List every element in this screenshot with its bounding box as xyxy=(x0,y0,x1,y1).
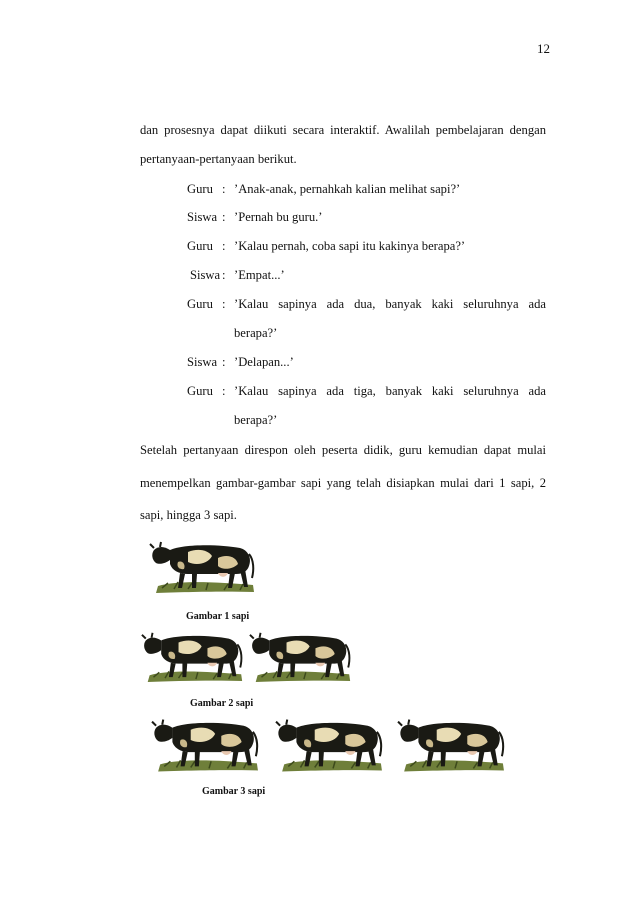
intro-line-1: dan prosesnya dapat diikuti secara interaktif. Awalilah pembelajaran dengan xyxy=(140,123,546,137)
figure-caption: Gambar 1 sapi xyxy=(186,611,250,622)
dialogue-speaker: Siswa xyxy=(187,210,218,224)
dialogue-colon: : xyxy=(222,384,226,398)
figure-caption: Gambar 2 sapi xyxy=(190,698,254,709)
dialogue-speaker: Guru xyxy=(187,297,213,311)
dialogue-colon: : xyxy=(222,355,226,369)
cow-image xyxy=(248,627,354,683)
figure-caption: Gambar 3 sapi xyxy=(202,786,266,797)
dialogue-text: ’Kalau pernah, coba sapi itu kakinya berapa?’ xyxy=(234,239,466,253)
closing-line-3: sapi, hingga 3 sapi. xyxy=(140,508,237,522)
dialogue-colon: : xyxy=(222,268,226,282)
dialogue-speaker: Siswa xyxy=(187,355,218,369)
dialogue-colon: : xyxy=(222,239,226,253)
page-number: 12 xyxy=(537,41,550,56)
closing-line-2: menempelkan gambar-gambar sapi yang telah disiapkan mulai dari 1 sapi, 2 xyxy=(140,476,546,490)
closing-line-1: Setelah pertanyaan direspon oleh peserta didik, guru kemudian dapat mulai xyxy=(140,443,546,457)
dialogue-speaker: Guru xyxy=(187,384,213,398)
cow-image xyxy=(274,713,386,773)
cow-image xyxy=(396,713,508,773)
dialogue-text: ’Delapan...’ xyxy=(234,355,294,369)
dialogue-text: ’Empat...’ xyxy=(234,268,285,282)
dialogue-text-continued: berapa?’ xyxy=(234,326,278,340)
dialogue-text: ’Kalau sapinya ada dua, banyak kaki seluruhnya ada xyxy=(234,297,546,311)
cow-image xyxy=(148,536,258,594)
dialogue-speaker: Siswa xyxy=(190,268,221,282)
cow-image xyxy=(140,627,246,683)
dialogue-text: ’Pernah bu guru.’ xyxy=(234,210,323,224)
cow-image xyxy=(150,713,262,773)
dialogue-text-continued: berapa?’ xyxy=(234,413,278,427)
dialogue-colon: : xyxy=(222,210,226,224)
dialogue-text: ’Anak-anak, pernahkah kalian melihat sapi?’ xyxy=(234,182,461,196)
dialogue-text: ’Kalau sapinya ada tiga, banyak kaki seluruhnya ada xyxy=(234,384,546,398)
dialogue-speaker: Guru xyxy=(187,239,213,253)
dialogue-colon: : xyxy=(222,297,226,311)
dialogue-colon: : xyxy=(222,182,226,196)
dialogue-speaker: Guru xyxy=(187,182,213,196)
intro-line-2: pertanyaan-pertanyaan berikut. xyxy=(140,152,297,166)
